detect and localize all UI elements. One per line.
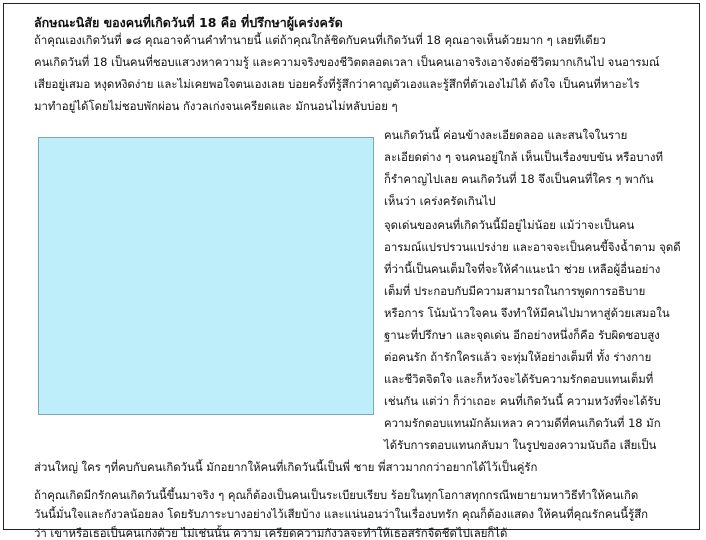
image-placeholder <box>38 137 374 415</box>
text-line: ส่วนใหญ่ ใคร ๆที่คบกับคนเกิดวันนี้ มักอยากให้คนที่เกิดวันนี้เป็นพี่ ชาย พี่สาวมากกว่าอยากได้ไว้เป็นคู่รัก <box>34 460 538 474</box>
text-line: ว่า เขาหรือเธอเป็นคนเก่งด้วย ไม่เช่นนั้น ความ เครียดความกังวลจะทำให้เธอสรักจืดชืดไปเลยก็ได้ <box>34 526 508 540</box>
text-line: เช่นกัน แต่ว่า ก็ว่าเถอะ คนที่เกิดวันนี้ ความหวังที่จะได้รับ <box>384 394 661 408</box>
text-line: เต็มที่ ประกอบกับมีความสามารถในการพูดการอธิบาย <box>384 284 646 298</box>
text-line: คนเกิดวันที่ 18 เป็นคนที่ชอบแสวงหาความรู้ และความจริงของชีวิตตลอดเวลา เป็นคนเอาจริงเอาจังต่อชีวิตมากเกินไป จนอารมณ์ <box>34 55 660 69</box>
text-line: ได้รับการตอบแทนกลับมา ในรูปของความนับถือ เสียเป็น <box>384 438 657 452</box>
text-line: ความรักตอบแทนมักล้มเหลว ความดีที่คนเกิดวันที่ 18 มัก <box>384 416 661 430</box>
document-title: ลักษณะนิสัย ของคนที่เกิดวันที่ 18 คือ ที่ปรึกษาผู้เคร่งครัด <box>34 15 343 30</box>
text-line: จุดเด่นของคนที่เกิดวันนี้มีอยู่ไม่น้อย แม้ว่าจะเป็นคน <box>384 218 635 232</box>
text-line: ก็รำคาญไปเลย คนเกิดวันที่ 18 จึงเป็นคนที่ใคร ๆ พากัน <box>384 172 654 186</box>
text-line: หรือการ โน้มน้าวใจคน จึงทำให้มีคนไปมาหาสู่ด้วยเสมอใน <box>384 306 670 320</box>
document-page <box>3 3 700 540</box>
text-line: ที่ว่านี้เป็นคนเต็มใจที่จะให้คำแนะนำ ช่วย เหลือผู้อื่นอย่าง <box>384 262 661 276</box>
text-line: ละเอียดต่าง ๆ จนคนอยู่ใกล้ เห็นเป็นเรื่องขบขัน หรือบางที <box>384 150 663 164</box>
text-line: ฐานะที่ปรึกษา และจุดเด่น อีกอย่างหนึ่งก็คือ รับผิดชอบสูง <box>384 328 660 342</box>
text-line: และชีวิตจิตใจ และก็หวังจะได้รับความรักตอบแทนเต็มที่ <box>384 372 654 386</box>
text-line: ต่อคนรัก ถ้ารักใครแล้ว จะทุ่มให้อย่างเต็มที่ ทั้ง ร่างกาย <box>384 350 652 364</box>
text-line: ถ้าคุณเองเกิดวันที่ ๑๘ คุณอาจค้านคำทำนายนี้ แต่ถ้าคุณใกล้ชิดกับคนที่เกิดวันที่ 18 คุณอาจเห็นด้วยมาก ๆ เลยทีเดียว <box>34 33 606 47</box>
text-line: วันนี้มั่นใจและกังวลน้อยลง โดยรับภาระบางอย่างไว้เสียบ้าง และแน่นอนว่าในเรื่องบทรัก คุณก็ต้องแสดง ให้คนที่คุณรักคนนี้รู้สึก <box>34 507 649 521</box>
text-line: มาทำอยู่ได้โดยไม่ชอบพักผ่อน กังวลเก่งจนเครียดและ มักนอนไม่หลับบ่อย ๆ <box>34 99 398 113</box>
text-line: เห็นว่า เคร่งครัดเกินไป <box>384 194 496 208</box>
text-line: อารมณ์แปรปรวนแปรง่าย และอาจจะเป็นคนขี้จิงฉ้ำตาม จุดดี <box>384 240 681 254</box>
text-line: คนเกิดวันนี้ ค่อนข้างละเอียดลออ และสนใจในราย <box>384 128 628 142</box>
text-line: ถ้าคุณเกิดมีกรักคนเกิดวันนี้ขึ้นมาจริง ๆ คุณก็ต้องเป็นคนเป็นระเบียบเรียบ ร้อยในทุกโอกาสทุกกรณีพยายามหาวิธีทำให้คนเกิด <box>34 488 639 502</box>
text-line: เสียอยู่เสมอ หงุดหงิดง่าย และไม่เคยพอใจตนเองเลย บ่อยครั้งที่รู้สึกว่าคาญตัวเองและรู้สึกที่ตัวเองไม่ได้ ดังใจ เป็นคนที่หาอะไร <box>34 77 640 91</box>
